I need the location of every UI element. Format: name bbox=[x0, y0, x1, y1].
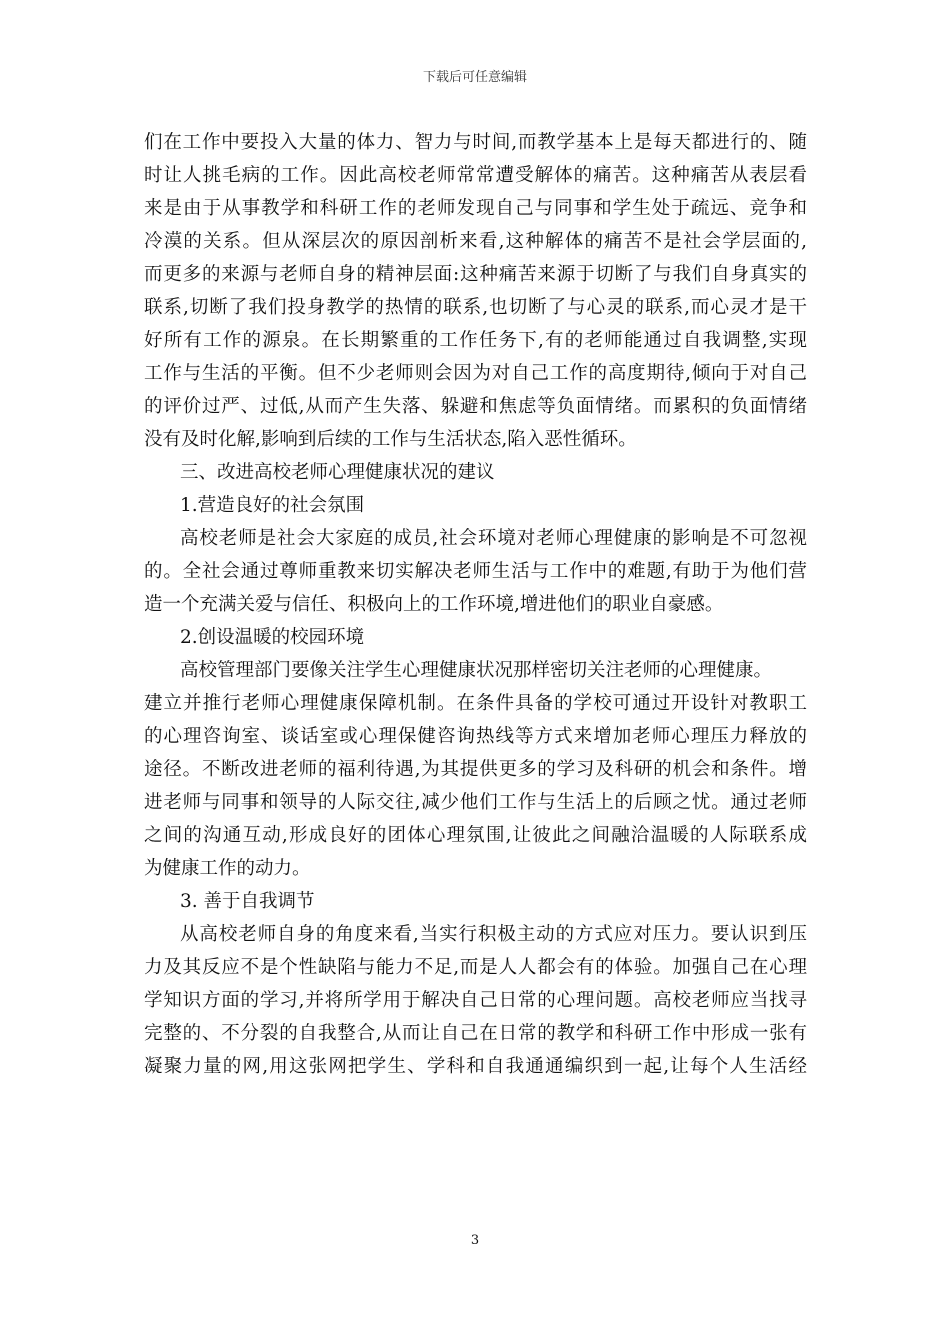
text-line: 进老师与同事和领导的人际交往,减少他们工作与生活上的后顾之忧。通过老师 bbox=[144, 792, 807, 813]
text-line: 造一个充满关爱与信任、积极向上的工作环境,增进他们的职业自豪感。 bbox=[144, 594, 724, 615]
subsection-heading: 2.创设温暖的校园环境 bbox=[180, 627, 365, 648]
text-line: 凝聚力量的网,用这张网把学生、学科和自我通通编织到一起,让每个人生活经 bbox=[144, 1056, 807, 1077]
text-line: 联系,切断了我们投身教学的热情的联系,也切断了与心灵的联系,而心灵才是干 bbox=[144, 297, 807, 318]
page-header: 下载后可任意编辑 bbox=[422, 70, 527, 85]
subsection-heading: 3. 善于自我调节 bbox=[180, 891, 315, 912]
text-line: 没有及时化解,影响到后续的工作与生活状态,陷入恶性循环。 bbox=[144, 429, 637, 450]
paragraph-social-atmosphere bbox=[144, 522, 807, 621]
text-line: 的评价过严、过低,从而产生失落、躲避和焦虑等负面情绪。而累积的负面情绪 bbox=[144, 396, 807, 417]
text-line: 学知识方面的学习,并将所学用于解决自己日常的心理问题。高校老师应当找寻 bbox=[144, 990, 807, 1011]
paragraph-self-regulation bbox=[144, 918, 807, 1083]
subsection-heading: 1.营造良好的社会氛围 bbox=[180, 495, 365, 516]
text-line: 完整的、不分裂的自我整合,从而让自己在日常的教学和科研工作中形成一张有 bbox=[144, 1023, 807, 1044]
text-line: 工作与生活的平衡。但不少老师则会因为对自己工作的高度期待,倾向于对自己 bbox=[144, 363, 807, 384]
text-line: 来是由于从事教学和科研工作的老师发现自己与同事和学生处于疏远、竞争和 bbox=[144, 198, 807, 219]
text-line: 们在工作中要投入大量的体力、智力与时间,而教学基本上是每天都进行的、随 bbox=[144, 132, 807, 153]
text-line: 而更多的来源与老师自身的精神层面:这种痛苦来源于切断了与我们自身真实的 bbox=[144, 264, 807, 285]
text-line: 高校老师是社会大家庭的成员,社会环境对老师心理健康的影响是不可忽视 bbox=[180, 528, 807, 549]
text-line: 之间的沟通互动,形成良好的团体心理氛围,让彼此之间融洽温暖的人际联系成 bbox=[144, 825, 807, 846]
paragraph-continued bbox=[144, 126, 807, 456]
section-heading: 三、改进高校老师心理健康状况的建议 bbox=[180, 462, 495, 483]
text-line: 的心理咨询室、谈话室或心理保健咨询热线等方式来增加老师心理压力释放的 bbox=[144, 726, 807, 747]
text-line: 为健康工作的动力。 bbox=[144, 858, 311, 879]
text-line: 建立并推行老师心理健康保障机制。在条件具备的学校可通过开设针对教职工 bbox=[144, 693, 807, 714]
text-line: 从高校老师自身的角度来看,当实行积极主动的方式应对压力。要认识到压 bbox=[180, 924, 807, 945]
text-line: 高校管理部门要像关注学生心理健康状况那样密切关注老师的心理健康。 bbox=[180, 660, 773, 681]
text-line: 冷漠的关系。但从深层次的原因剖析来看,这种解体的痛苦不是社会学层面的, bbox=[144, 231, 807, 252]
text-line: 力及其反应不是个性缺陷与能力不足,而是人人都会有的体验。加强自己在心理 bbox=[144, 957, 807, 978]
document-body bbox=[144, 126, 807, 1083]
page-number: 3 bbox=[470, 1233, 480, 1248]
paragraph-campus-environment bbox=[144, 654, 807, 885]
text-line: 的。全社会通过尊师重教来切实解决老师生活与工作中的难题,有助于为他们营 bbox=[144, 561, 807, 582]
text-line: 途径。不断改进老师的福利待遇,为其提供更多的学习及科研的机会和条件。增 bbox=[144, 759, 807, 780]
text-line: 时让人挑毛病的工作。因此高校老师常常遭受解体的痛苦。这种痛苦从表层看 bbox=[144, 165, 807, 186]
text-line: 好所有工作的源泉。在长期繁重的工作任务下,有的老师能通过自我调整,实现 bbox=[144, 330, 807, 351]
